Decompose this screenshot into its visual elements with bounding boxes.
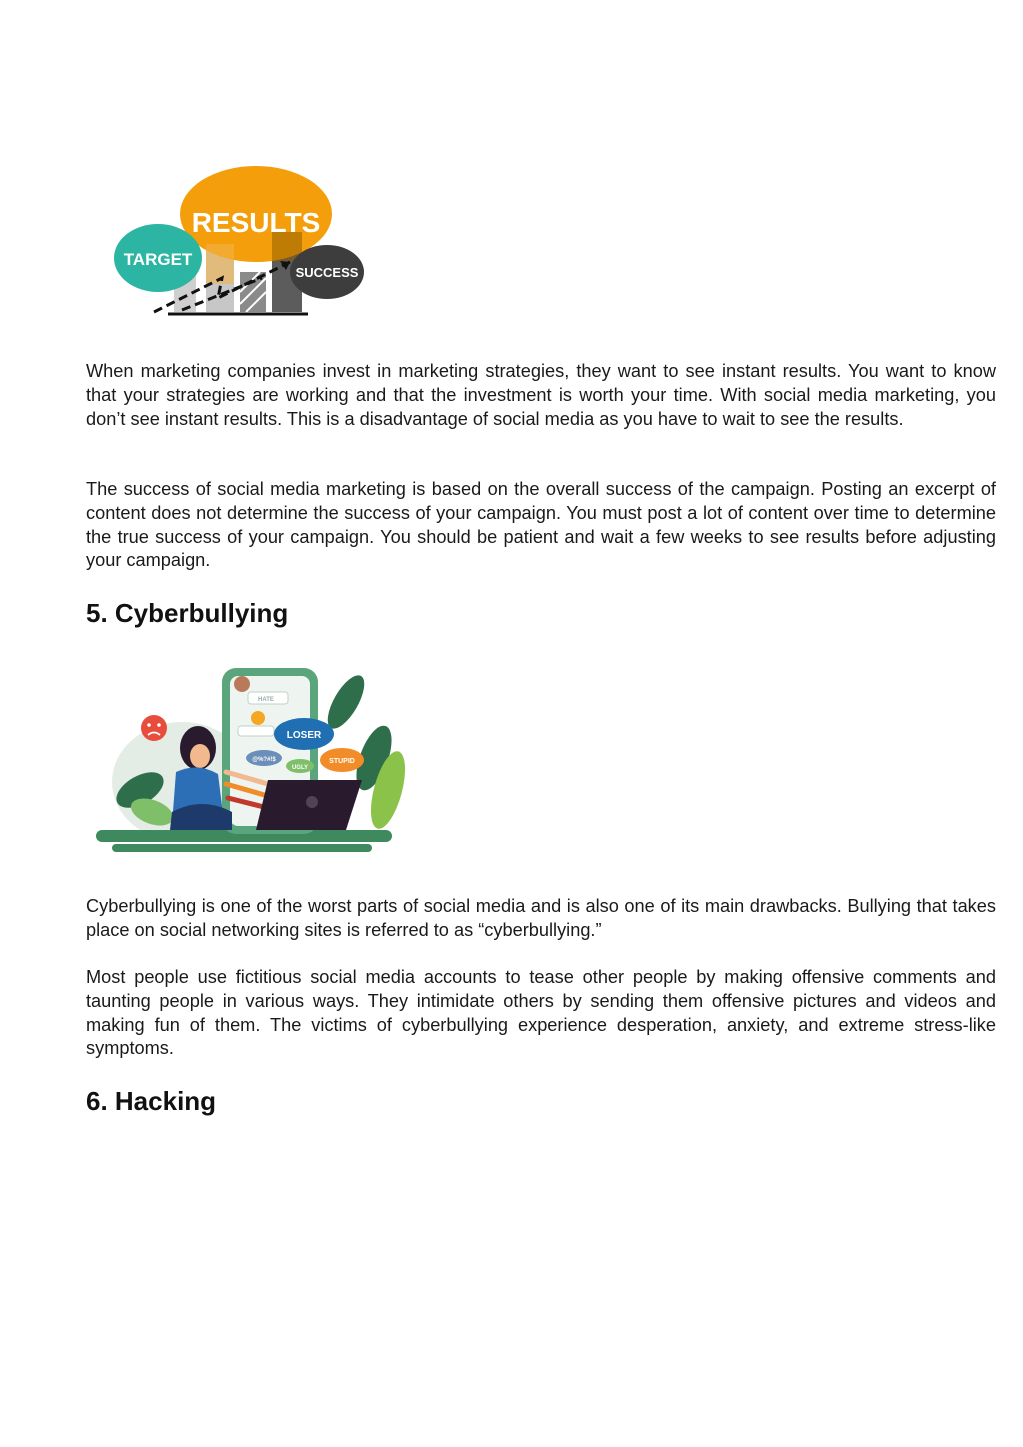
- avatar: [234, 676, 250, 692]
- avatar: [251, 711, 265, 725]
- hate-bubble: HATE: [258, 697, 274, 703]
- apple-logo-icon: [306, 796, 318, 808]
- success-label: SUCCESS: [295, 265, 359, 280]
- svg-text:LOSER: LOSER: [286, 730, 322, 741]
- cyberbullying-illustration: [92, 662, 408, 858]
- paragraph-cyberbullying-intro: Cyberbullying is one of the worst parts of social media and is also one of its main drawbacks. Bullying that takes place on social networking sites is referred to as “cyberbullying.”: [86, 896, 996, 940]
- svg-text:@%?#!$: @%?#!$: [252, 757, 276, 763]
- results-label: RESULTS: [191, 207, 321, 238]
- paragraph-instant-results: When marketing companies invest in marketing strategies, they want to see instant results. You want to know that your strategies are working and that the investment is worth your time. With social media marketing, you don’t see instant results. This is a disadvantage of social media as you have to wait to see the results.: [86, 361, 996, 429]
- leaf: [321, 670, 372, 734]
- paragraph-campaign-success: The success of social media marketing is based on the overall success of the campaign. Posting an excerpt of content does not determine the success of your campaign. You must post a lot of content over time to determine the true success of your campaign. You should be patient and wait a few weeks to see results before adjusting your campaign.: [86, 479, 996, 571]
- results-illustration: [112, 162, 372, 322]
- girl-face: [190, 744, 210, 768]
- sad-face-icon: [141, 715, 167, 741]
- target-label: TARGET: [123, 250, 193, 269]
- paragraph-cyberbullying-effects: Most people use fictitious social media accounts to tease other people by making offensive comments and taunting people in various ways. They intimidate others by sending them offensive pictures and videos and making fun of them. The victims of cyberbullying experience desperation, anxiety, and extreme stress-like symptoms.: [86, 967, 996, 1059]
- svg-text:STUPID: STUPID: [329, 758, 355, 765]
- heading-hacking: 6. Hacking: [86, 1086, 217, 1116]
- heading-cyberbullying: 5. Cyberbullying: [86, 598, 289, 628]
- svg-text:UGLY: UGLY: [291, 765, 309, 771]
